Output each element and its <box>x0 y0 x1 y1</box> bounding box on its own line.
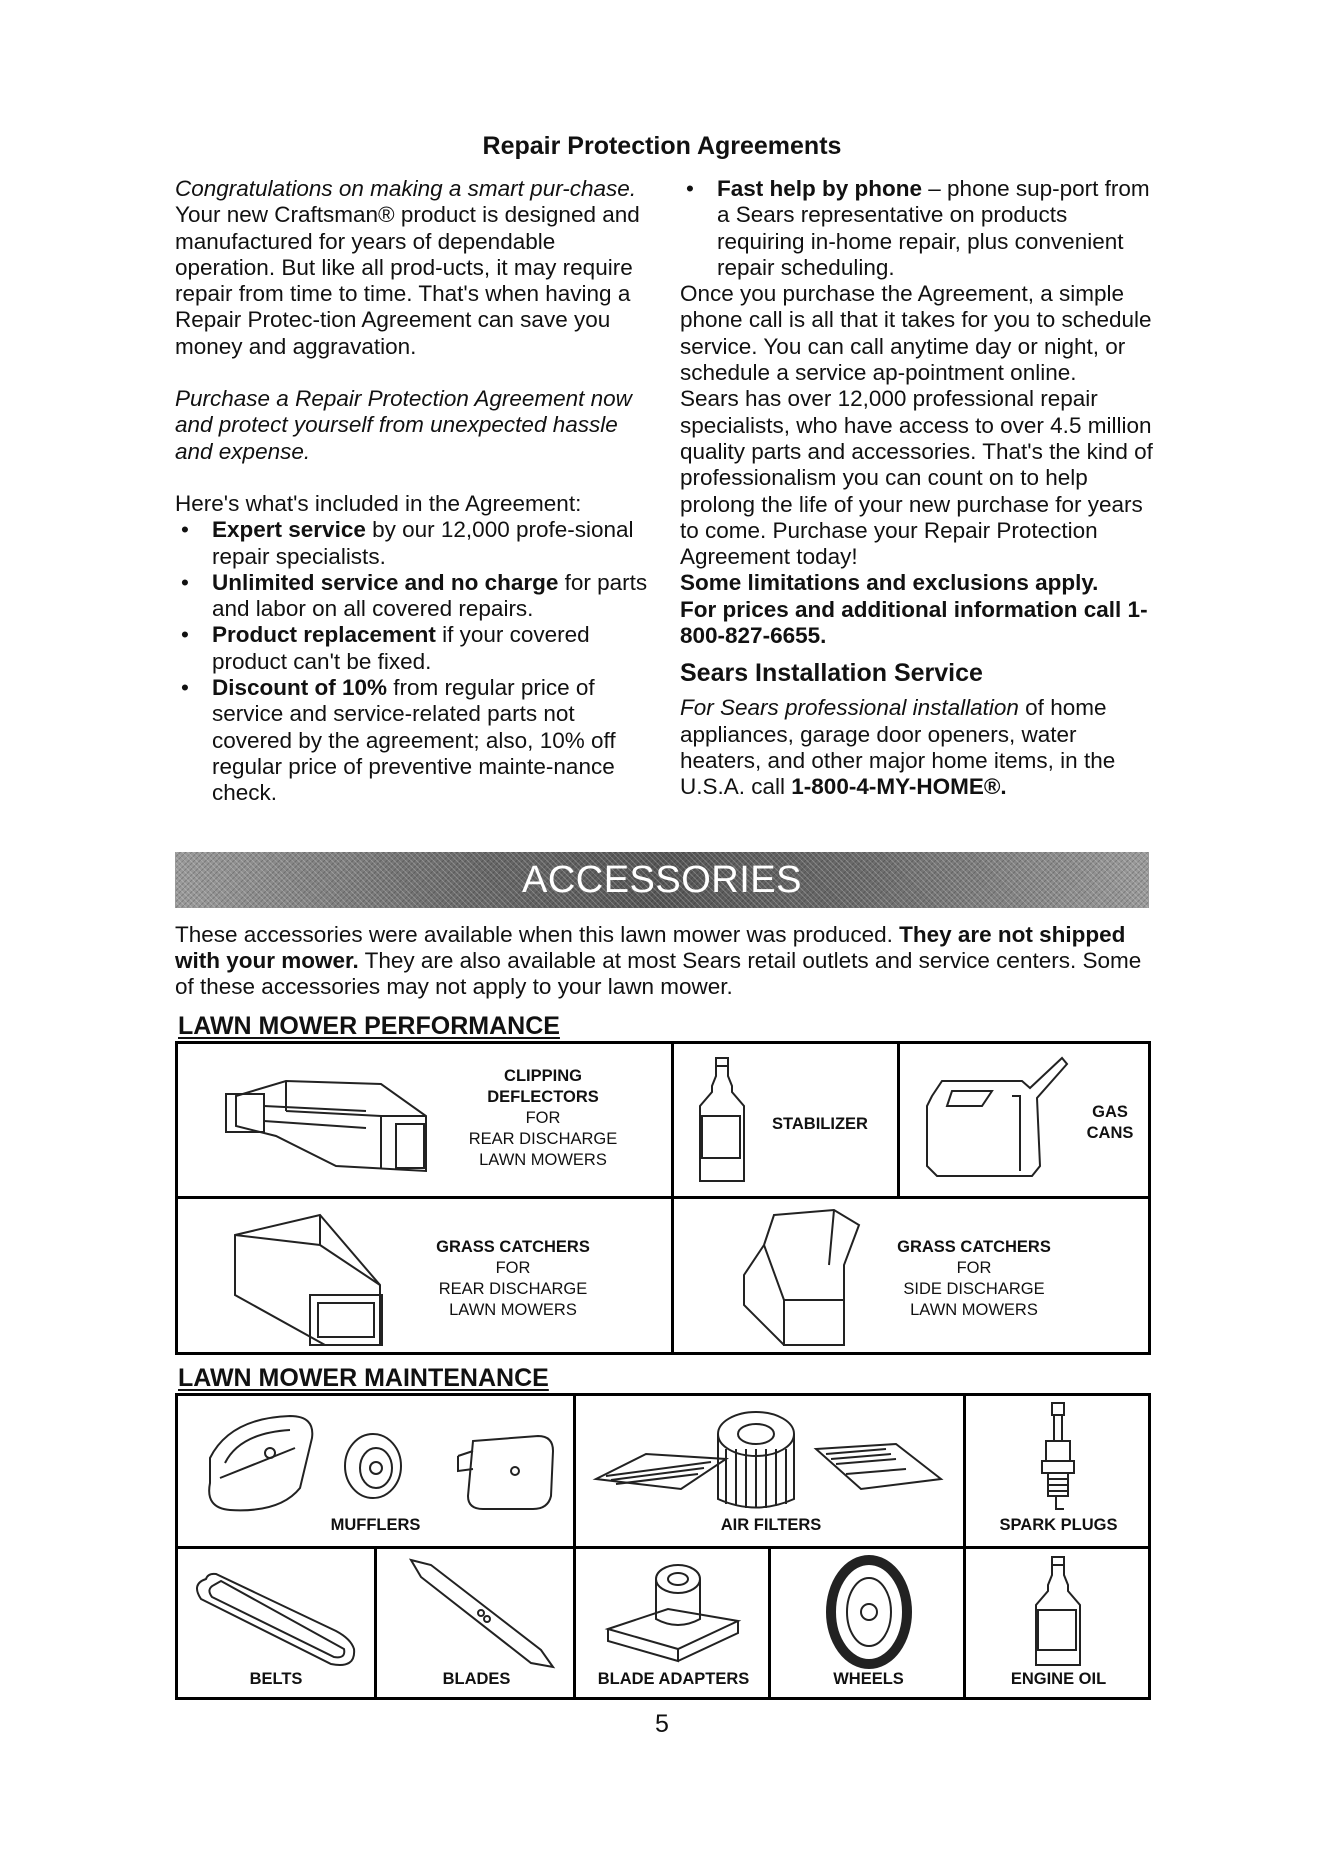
label-line: GAS <box>1092 1103 1128 1121</box>
label-line: CANS <box>1086 1124 1134 1142</box>
intro-text: These accessories were available when this lawn mower was produced. <box>175 922 900 947</box>
rear-grass-catcher-icon <box>230 1205 390 1350</box>
label-line: REAR DISCHARGE <box>438 1280 588 1298</box>
muffler-box-icon <box>453 1421 563 1516</box>
wheel-icon <box>821 1554 921 1669</box>
bullet-text: for parts and labor on all covered repairs. <box>212 569 648 622</box>
air-filters-cell <box>573 1396 963 1546</box>
label-line: LAWN MOWERS <box>449 1301 577 1319</box>
label-line: GRASS CATCHERS <box>436 1238 590 1256</box>
purchase-paragraph: Purchase a Repair Protection Agreement now and protect yourself from unexpected hassle and expense. <box>175 386 632 464</box>
label-line: FOR <box>525 1109 561 1127</box>
stabilizer-bottle-icon <box>692 1056 752 1186</box>
maintenance-table <box>175 1393 1151 1700</box>
bullet-text: – phone sup-port from a Sears representative on products requiring in-home repair, plus convenient repair scheduling. <box>717 176 1150 280</box>
belt-icon <box>186 1559 366 1669</box>
stabilizer-cell <box>671 1044 897 1196</box>
muffler-icon <box>200 1408 320 1518</box>
bullet-bold: Fast help by phone <box>717 176 923 201</box>
side-grass-catcher-label <box>874 1237 1074 1321</box>
performance-heading: LAWN MOWER PERFORMANCE <box>178 1012 560 1040</box>
muffler-round-icon <box>338 1426 408 1506</box>
bullet-text: by our 12,000 profe-sional repair specialists. <box>212 517 634 569</box>
included-lead: Here's what's included in the Agreement: <box>175 490 582 516</box>
accessories-intro <box>175 922 1155 1000</box>
wheels-label: WHEELS <box>833 1670 904 1688</box>
accessories-banner-label: ACCESSORIES <box>521 859 803 901</box>
engine-oil-cell <box>963 1546 1148 1697</box>
installation-italic: For Sears professional installation <box>680 695 1019 721</box>
list-item <box>175 517 655 570</box>
bullet-bold: Product replacement <box>212 622 436 648</box>
list-item <box>175 570 655 623</box>
intro-italic: Congratulations on making a smart pur-chase. <box>175 176 637 201</box>
intro-text: Your new Craftsman® product is designed and manufactured for years of dependable operation. But like all prod-ucts, it may require repair from time to time. That's when having a Repair Protec-tion Agreement can save you money and aggravation. <box>175 202 640 359</box>
blade-adapters-cell <box>573 1546 768 1697</box>
bullet-text: if your covered product can't be fixed. <box>212 622 590 674</box>
right-column <box>680 176 1160 801</box>
maintenance-heading: LAWN MOWER MAINTENANCE <box>178 1364 549 1392</box>
installation-paragraph <box>680 695 1160 800</box>
label-line: FOR <box>495 1259 531 1277</box>
blades-label: BLADES <box>442 1670 511 1688</box>
list-item <box>175 622 655 675</box>
label-line: SIDE DISCHARGE <box>903 1280 1045 1298</box>
wheels-cell <box>768 1546 963 1697</box>
label-line: DEFLECTORS <box>487 1088 599 1106</box>
air-filters-icon <box>586 1404 956 1514</box>
rear-grass-catcher-label <box>413 1237 613 1321</box>
bullet-text: from regular price of service and service-related parts not covered by the agreement; also, 10% off regular price of preventive mainte-nance check. <box>212 675 616 806</box>
spark-plugs-label: SPARK PLUGS <box>999 1516 1118 1534</box>
spark-plugs-cell <box>963 1396 1148 1546</box>
intro-bold: They are not shipped with your mower. <box>175 922 1126 973</box>
stabilizer-label: STABILIZER <box>772 1115 868 1133</box>
bullet-bold: Unlimited service and no charge <box>212 569 559 595</box>
list-item <box>680 176 1160 281</box>
intro-paragraph <box>175 176 655 360</box>
bullet-bold: Expert service <box>212 517 366 543</box>
rear-grass-catcher-cell <box>178 1196 671 1352</box>
mufflers-label: MUFFLERS <box>330 1516 421 1534</box>
engine-oil-label: ENGINE OIL <box>1010 1670 1107 1688</box>
page-number: 5 <box>655 1710 669 1738</box>
spark-plug-icon <box>1034 1401 1084 1516</box>
clipping-deflector-cell <box>178 1044 671 1196</box>
side-grass-catcher-icon <box>734 1205 864 1350</box>
purchase-call-paragraph: Once you purchase the Agreement, a simple phone call is all that it takes for you to schedule service. You can call anytime day or night, or schedule a service ap-pointment online. <box>680 281 1152 386</box>
side-grass-catcher-cell <box>671 1196 1148 1352</box>
label-line: LAWN MOWERS <box>479 1151 607 1169</box>
clipping-deflector-icon <box>216 1066 436 1176</box>
agreement-benefits-list <box>175 517 655 806</box>
belts-label: BELTS <box>249 1670 303 1688</box>
left-column <box>175 176 655 807</box>
belts-cell <box>178 1546 374 1697</box>
gas-cans-label <box>1070 1102 1150 1144</box>
list-item <box>175 675 655 806</box>
accessories-banner <box>175 852 1149 908</box>
bullet-bold: Discount of 10% <box>212 675 388 701</box>
blade-adapters-label: BLADE ADAPTERS <box>597 1670 750 1688</box>
blade-adapter-icon <box>598 1559 748 1669</box>
installation-phone: 1-800-4-MY-HOME®. <box>791 774 1007 800</box>
mufflers-cell <box>178 1396 573 1546</box>
specialists-paragraph: Sears has over 12,000 professional repair specialists, who have access to over 4.5 million quality parts and accessories. That's the kind of professionalism you can count on to help prolong the life of your new purchase for years to come. Purchase your Repair Protection Agreement today! <box>680 386 1153 570</box>
label-line: GRASS CATCHERS <box>897 1238 1051 1256</box>
air-filters-label: AIR FILTERS <box>720 1516 822 1534</box>
label-line: FOR <box>956 1259 992 1277</box>
blade-icon <box>391 1555 561 1670</box>
gas-cans-cell <box>897 1044 1148 1196</box>
blades-cell <box>374 1546 573 1697</box>
label-line: CLIPPING <box>504 1067 582 1085</box>
page-title: Repair Protection Agreements <box>482 132 842 160</box>
installation-text: of home appliances, garage door openers, water heaters, and other major home items, in the U.S.A. call <box>680 695 1116 800</box>
phone-help-list <box>680 176 1160 281</box>
clipping-deflector-label <box>443 1066 643 1171</box>
label-line: REAR DISCHARGE <box>468 1130 618 1148</box>
engine-oil-bottle-icon <box>1028 1555 1088 1670</box>
prices-info-note: For prices and additional information call 1-800-827-6655. <box>680 596 1148 649</box>
performance-table <box>175 1041 1151 1355</box>
intro-rest: They are also available at most Sears retail outlets and service centers. Some of these accessories may not apply to your lawn mower. <box>175 948 1142 999</box>
label-line: LAWN MOWERS <box>910 1301 1038 1319</box>
limitations-note: Some limitations and exclusions apply. <box>680 570 1099 596</box>
gas-can-icon <box>912 1056 1072 1186</box>
installation-heading: Sears Installation Service <box>680 659 983 688</box>
